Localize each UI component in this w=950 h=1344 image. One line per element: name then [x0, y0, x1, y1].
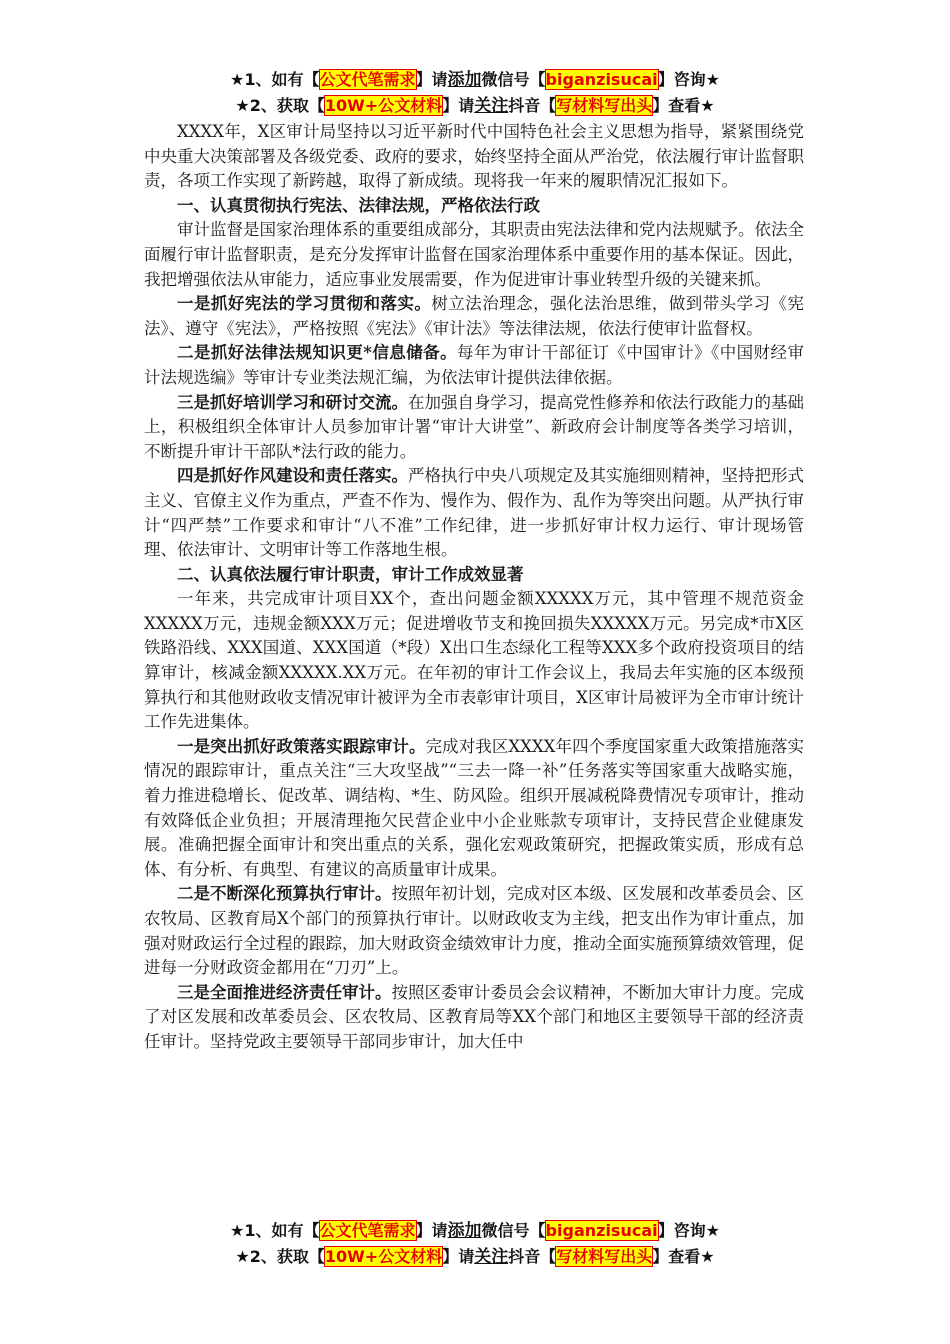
paragraph-lead: 一是抓好宪法的学习贯彻和落实。	[177, 294, 432, 314]
paragraph-lead: 三是抓好培训学习和研讨交流。	[177, 392, 408, 412]
banner-text: 微信号【	[481, 70, 546, 89]
paragraph-intro: XXXX年，X区审计局坚持以习近平新时代中国特色社会主义思想为指导，紧紧围绕党中央重大决策部署及各级党委、政府的要求，始终坚持全面从严治党，依法履行审计监督职责，各项工作实现了新跨越，取得了新成绩。现将我一年来的履职情况汇报如下。	[144, 122, 804, 191]
banner-emphasis: 关注	[474, 96, 509, 116]
paragraph: 审计监督是国家治理体系的重要组成部分，其职责由宪法法律和党内法规赋予。依法全面履行审计监督职责，是充分发挥审计监督在国家治理体系中重要作用的基本保证。因此，我把增强依法从审能力，适应事业发展需要，作为促进审计事业转型升级的关键来抓。	[144, 220, 804, 289]
banner-line-1	[0, 67, 950, 93]
paragraph-text: 严格执行中央八项规定及其实施细则精神，坚持把形式主义、官僚主义作为重点，严查不作为、慢作为、假作为、乱作为等突出问题。从严执行审计“四严禁”工作要求和审计“八不准”工作纪律，进一步抓好审计权力运行、审计现场管理、依法审计、文明审计等工作落地生根。	[144, 466, 804, 560]
paragraph-lead: 一是突出抓好政策落实跟踪审计。	[177, 736, 426, 756]
banner-text: ★2、获取【	[235, 1247, 325, 1266]
paragraph-text: 按照年初计划，完成对区本级、区发展和改革委员会、区农牧局、区教育局X个部门的预算执行审计。以财政收支为主线，把支出作为审计重点，加强对财政运行全过程的跟踪，加大财政资金绩效审计力度，推动全面实施预算绩效管理，促进每一分财政资金都用在“刀刃”上。	[144, 884, 804, 978]
highlight-wechat-id: biganzisucai	[545, 1221, 658, 1240]
banner-emphasis: 添加	[447, 1221, 482, 1241]
highlight-service: 公文代笔需求	[319, 70, 416, 89]
banner-text: 】请	[415, 1221, 448, 1240]
banner-text: ★1、如有【	[230, 1221, 320, 1240]
section-heading-1: 一、认真贯彻执行宪法、法律法规，严格依法行政	[177, 195, 540, 215]
paragraph	[144, 882, 804, 980]
banner-text: ★1、如有【	[230, 70, 320, 89]
highlight-materials: 10W+公文材料	[324, 1247, 443, 1266]
paragraph	[144, 341, 804, 390]
paragraph-text: 在加强自身学习，提高党性修养和依法行政能力的基础上，积极组织全体审计人员参加审计署“审计大讲堂”、新政府会计制度等各类学习培训，不断提升审计干部队*法行政的能力。	[144, 392, 804, 461]
paragraph-lead: 二是不断深化预算执行审计。	[177, 884, 392, 904]
banner-text: ★2、获取【	[235, 96, 325, 115]
banner-text: 】请	[442, 96, 475, 115]
paragraph	[144, 981, 804, 1055]
paragraph: 一年来，共完成审计项目XX个，查出问题金额XXXXX万元，其中管理不规范资金XXXXX万元，违规金额XXX万元；促进增收节支和挽回损失XXXXX万元。另完成*市X区铁路沿线、XXX国道、XXX国道（*段）X出口生态绿化工程等XXX多个政府投资项目的结算审计，核减金额XXXXX.XX万元。在年初的审计工作会议上，我局去年实施的区本级预算执行和其他财政收支情况审计被评为全市表彰审计项目，X区审计局被评为全市审计统计工作先进集体。	[144, 589, 804, 732]
banner-text: 】请	[415, 70, 448, 89]
highlight-materials: 10W+公文材料	[324, 96, 443, 115]
paragraph-lead: 二是抓好法律法规知识更*信息储备。	[177, 343, 458, 363]
banner-text: 】请	[442, 1247, 475, 1266]
paragraph	[144, 464, 804, 562]
highlight-wechat-id: biganzisucai	[545, 70, 658, 89]
banner-text: 微信号【	[481, 1221, 546, 1240]
banner-text: 】咨询★	[657, 1221, 720, 1240]
paragraph-text: 每年为审计干部征订《中国审计》《中国财经审计法规选编》等审计专业类法规汇编，为依法审计提供法律依据。	[144, 343, 804, 387]
banner-text: 】查看★	[652, 96, 715, 115]
highlight-douyin-id: 写材料写出头	[556, 1247, 653, 1266]
banner-text: 】咨询★	[657, 70, 720, 89]
document-body	[144, 120, 804, 1055]
banner-emphasis: 关注	[474, 1247, 509, 1267]
paragraph-text: 按照区委审计委员会会议精神，不断加大审计力度。完成了对区发展和改革委员会、区农牧局、区教育局等XX个部门和地区主要领导干部的经济责任审计。坚持党政主要领导干部同步审计，加大任中	[144, 982, 804, 1051]
banner-line-2	[0, 93, 950, 119]
top-banner	[0, 67, 950, 119]
paragraph	[144, 735, 804, 883]
highlight-service: 公文代笔需求	[319, 1221, 416, 1240]
paragraph-lead: 四是抓好作风建设和责任落实。	[177, 466, 408, 486]
banner-emphasis: 添加	[447, 70, 482, 90]
bottom-banner	[0, 1218, 950, 1270]
highlight-douyin-id: 写材料写出头	[556, 96, 653, 115]
paragraph-lead: 三是全面推进经济责任审计。	[177, 982, 392, 1002]
section-heading-2: 二、认真依法履行审计职责，审计工作成效显著	[177, 564, 524, 584]
paragraph	[144, 292, 804, 341]
paragraph	[144, 391, 804, 465]
banner-text: 抖音【	[508, 1247, 557, 1266]
paragraph-text: 完成对我区XXXX年四个季度国家重大政策措施落实情况的跟踪审计，重点关注“三大攻坚战”“三去一降一补”任务落实等国家重大战略实施，着力推进稳增长、促改革、调结构、*生、防风险。组织开展减税降费情况专项审计，推动有效降低企业负担；开展清理拖欠民营企业中小企业账款专项审计，支持民营企业健康发展。准确把握全面审计和突出重点的关系，强化宏观政策研究，把握政策实质，形成有总体、有分析、有典型、有建议的高质量审计成果。	[144, 736, 804, 879]
paragraph-text: 树立法治理念，强化法治思维，做到带头学习《宪法》、遵守《宪法》，严格按照《宪法》《审计法》等法律法规，依法行使审计监督权。	[144, 294, 805, 338]
banner-text: 抖音【	[508, 96, 557, 115]
banner-line-1	[0, 1218, 950, 1244]
banner-text: 】查看★	[652, 1247, 715, 1266]
banner-line-2	[0, 1244, 950, 1270]
